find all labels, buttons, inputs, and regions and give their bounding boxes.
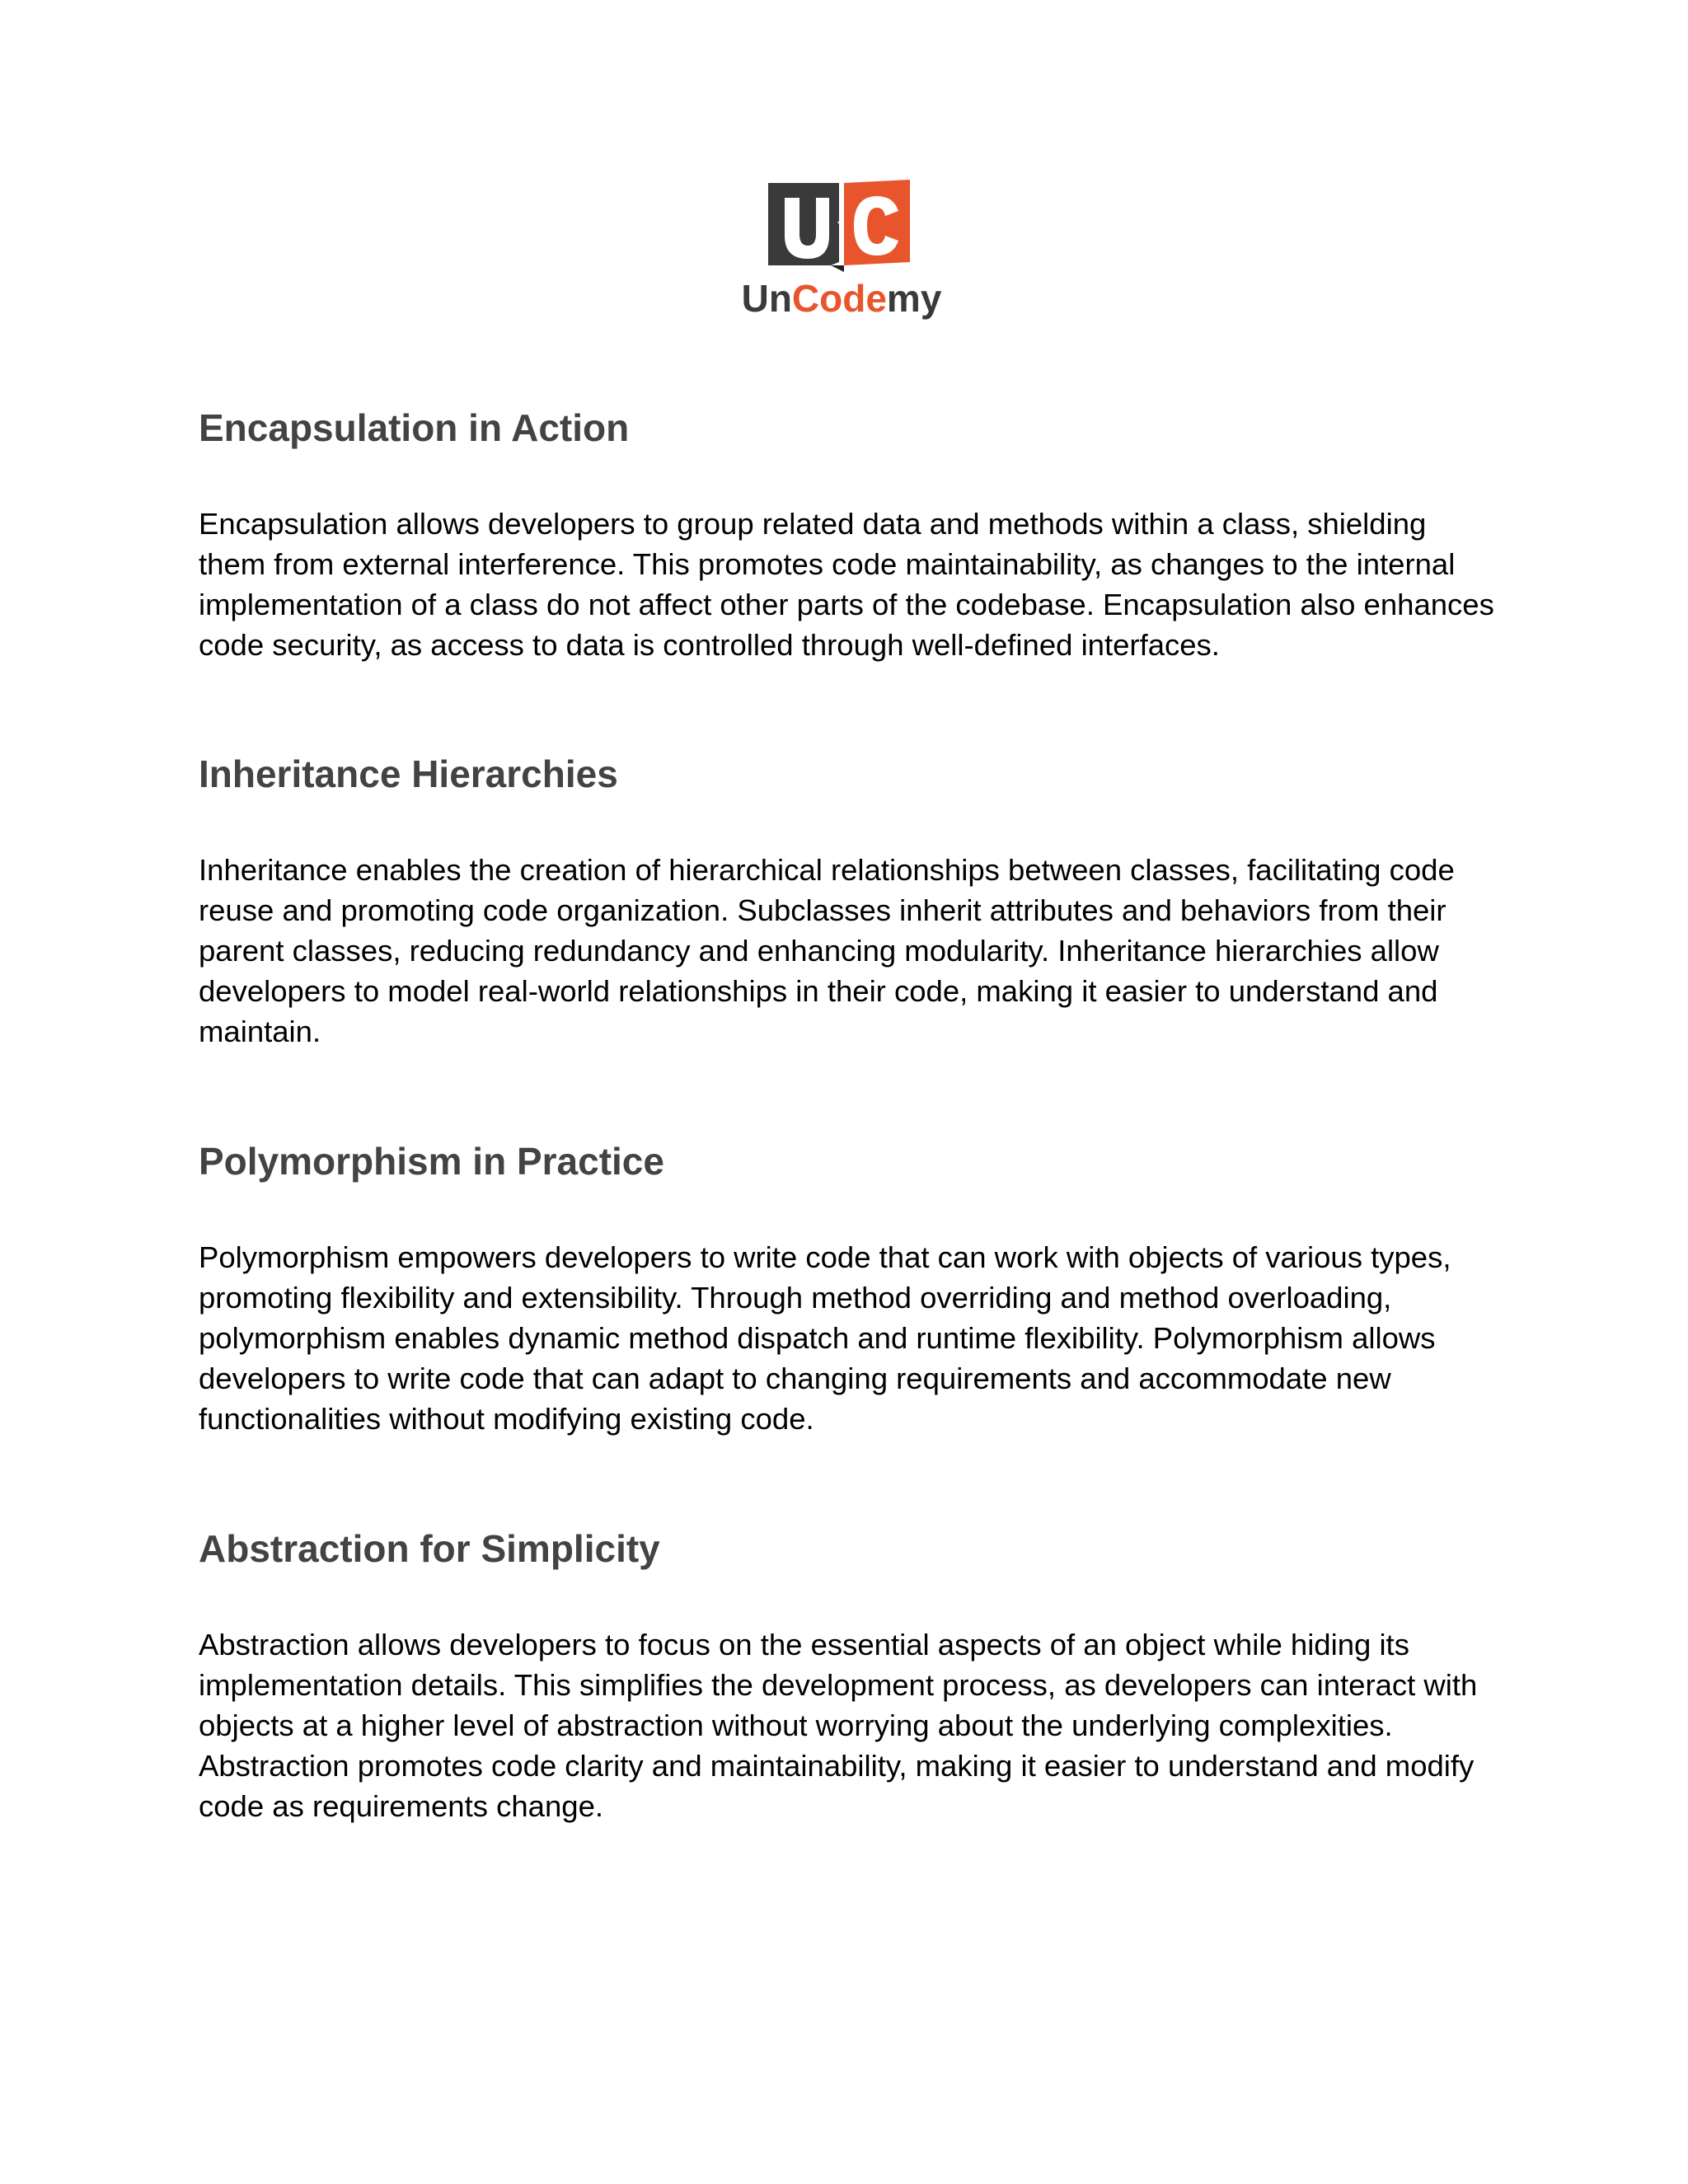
logo-wordmark (742, 277, 942, 320)
section-body: Polymorphism empowers developers to write code that can work with objects of various types, promoting flexibility and extensibility. Through method overriding and method overloading, polymorphism enables dynamic method dispatch and runtime flexibility. Polymorphism allows developers to write code that can adapt to changing requirements and accommodate new functionalities without modifying existing code. (199, 1240, 1451, 1436)
logo-wordmark-part1: Un (741, 277, 792, 320)
section-heading: Polymorphism in Practice (199, 1140, 664, 1183)
section-heading: Encapsulation in Action (199, 406, 630, 449)
logo-wordmark-part3: my (886, 277, 942, 320)
section-abstraction (199, 1526, 1501, 1826)
logo-fold (831, 265, 844, 272)
section-polymorphism (199, 1139, 1501, 1439)
uncodemy-logo (722, 180, 961, 320)
uncodemy-logo-mark (722, 180, 961, 320)
section-body: Encapsulation allows developers to group related data and methods within a class, shielding them from external interference. This promotes code maintainability, as changes to the internal implementation of a class do not affect other parts of the codebase. Encapsulation also enhances code security, as access to data is controlled through well-defined interfaces. (199, 507, 1494, 663)
section-heading: Inheritance Hierarchies (199, 752, 618, 795)
logo-wordmark-part2: Code (791, 277, 887, 320)
section-body: Abstraction allows developers to focus on the essential aspects of an object while hiding its implementation details. This simplifies the development process, as developers can interact with objects at a higher level of abstraction without worrying about the underlying complexities. Abstraction promotes code clarity and maintainability, making it easier to understand and modify code as requirements change. (199, 1628, 1478, 1824)
section-body: Inheritance enables the creation of hierarchical relationships between classes, facilitating code reuse and promoting code organization. Subclasses inherit attributes and behaviors from their parent classes, reducing redundancy and enhancing modularity. Inheritance hierarchies allow developers to model real-world relationships in their code, making it easier to understand and maintain. (199, 853, 1455, 1049)
section-heading: Abstraction for Simplicity (199, 1527, 660, 1570)
section-encapsulation (199, 405, 1501, 665)
section-inheritance (199, 752, 1501, 1052)
